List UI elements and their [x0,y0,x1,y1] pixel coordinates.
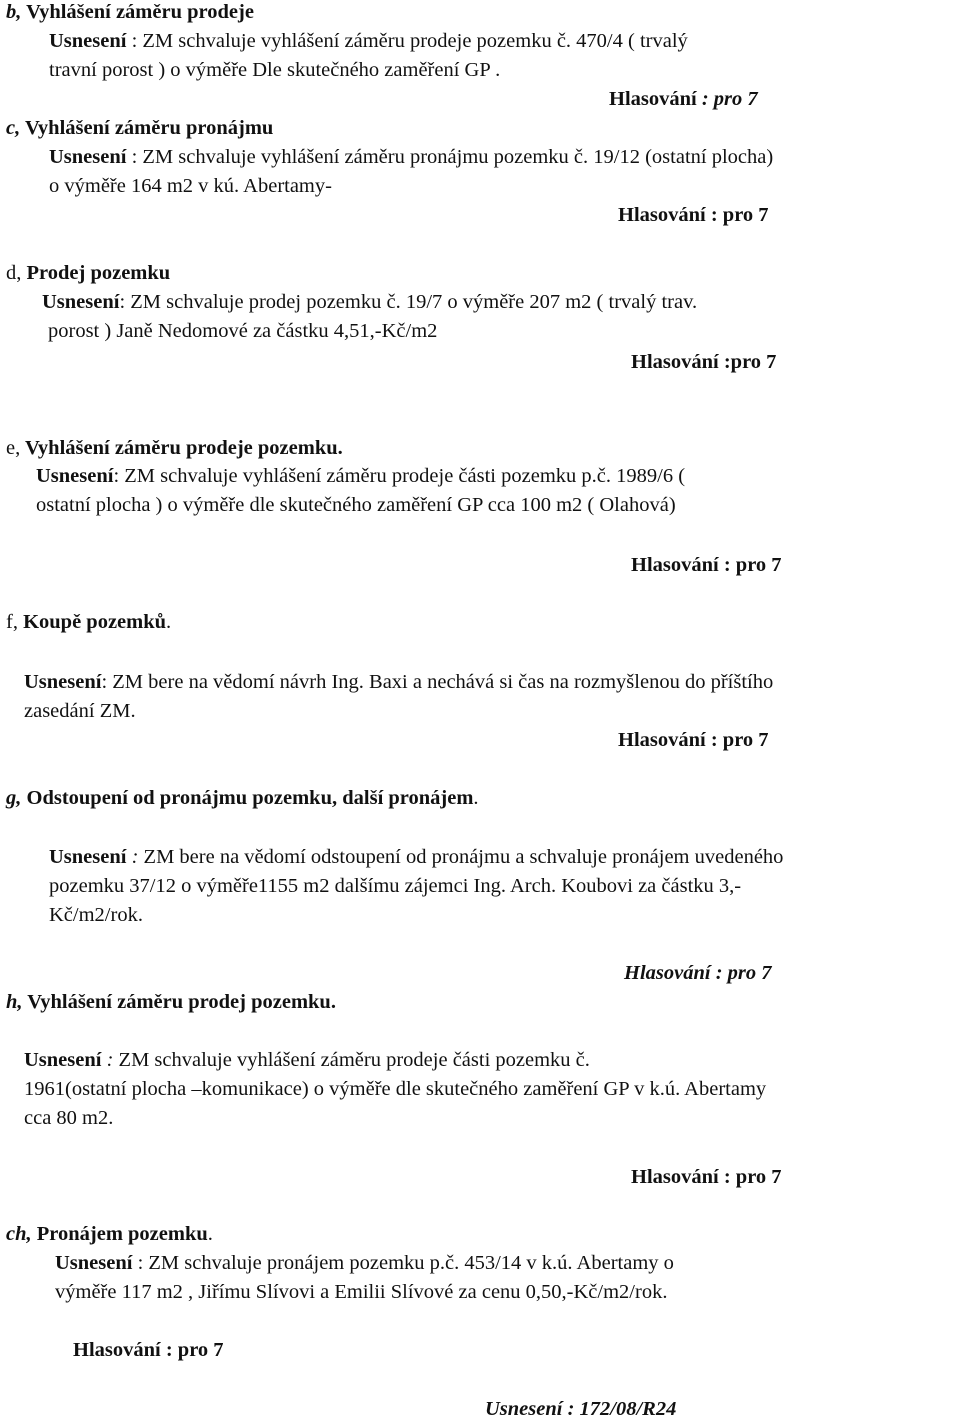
vote-label: Hlasování [609,88,697,110]
section-g-resolution-line-2: pozemku 37/12 o výměře1155 m2 dalšímu zájemci Ing. Arch. Koubovi za částku 3,- [49,875,742,897]
section-f-resolution-line-1 [24,670,773,694]
section-ch-resolution-line-2: výměře 117 m2 , Jiřímu Slívovi a Emilii Slívové za cenu 0,50,-Kč/m2/rok. [55,1281,668,1303]
section-f-title-dot: . [166,611,172,633]
section-f-resolution-line-2: zasedání ZM. [24,700,136,722]
section-d-title: Prodej pozemku [26,262,171,284]
section-d-heading [6,261,170,285]
section-e-resolution-line-2: ostatní plocha ) o výměře dle skutečného zaměření GP cca 100 m2 ( Olahová) [36,494,676,516]
resolution-label: Usnesení [24,671,102,693]
vote-result: : pro 7 [696,88,758,110]
section-h-resolution-line-1 [24,1048,590,1072]
resolution-label: Usnesení [49,846,127,868]
resolution-text: : ZM schvaluje prodej pozemku č. 19/7 o výměře 207 m2 ( trvalý trav. [119,291,698,313]
resolution-text: ZM schvaluje vyhlášení záměru prodeje části pozemku č. [113,1049,590,1071]
section-b-resolution-line-1 [49,29,688,53]
section-g-resolution-line-1 [49,845,783,869]
section-g-title-dot: . [473,787,479,809]
section-ch-vote: Hlasování : pro 7 [73,1339,224,1361]
section-c-letter: c, [6,117,21,139]
section-d-resolution-line-1 [42,290,697,314]
section-g-vote: Hlasování : pro 7 [624,962,772,984]
section-b-vote [609,87,758,111]
resolution-label: Usnesení [24,1049,102,1071]
section-d-resolution-line-2: porost ) Janě Nedomové za částku 4,51,-Kč/m2 [48,320,438,342]
section-b-letter: b, [6,1,22,23]
resolution-label: Usnesení [36,465,114,487]
section-b-resolution-line-2: travní porost ) o výměře Dle skutečného zaměření GP . [49,59,501,81]
section-h-letter: h, [6,991,23,1013]
resolution-text: : ZM schvaluje vyhlášení záměru prodeje části pozemku p.č. 1989/6 ( [113,465,686,487]
section-e-vote: Hlasování : pro 7 [631,554,782,576]
section-e-letter: e, [6,437,21,459]
section-f-letter: f, [6,611,18,633]
section-g-letter: g, [6,787,22,809]
section-d-vote: Hlasování :pro 7 [631,351,777,373]
section-ch-title-dot: . [207,1223,213,1245]
resolution-text: : ZM bere na vědomí návrh Ing. Baxi a nechává si čas na rozmyšlenou do příštího [101,671,774,693]
resolution-reference: Usnesení : 172/08/R24 [485,1398,677,1420]
resolution-label: Usnesení [49,146,127,168]
resolution-text: : ZM schvaluje vyhlášení záměru prodeje pozemku č. 470/4 ( trvalý [126,30,688,52]
resolution-text: : ZM schvaluje vyhlášení záměru pronájmu pozemku č. 19/12 (ostatní plocha) [126,146,774,168]
section-e-heading [6,436,343,460]
section-e-title: Vyhlášení záměru prodeje pozemku. [25,437,343,459]
section-c-heading [6,116,273,140]
section-g-title: Odstoupení od pronájmu pozemku, další pronájem [26,787,474,809]
resolution-text: : ZM schvaluje pronájem pozemku p.č. 453/14 v k.ú. Abertamy o [132,1252,674,1274]
section-f-heading [6,610,171,634]
section-g-resolution-line-3: Kč/m2/rok. [49,904,143,926]
section-e-resolution-line-1 [36,464,685,488]
resolution-label: Usnesení [49,30,127,52]
section-h-vote: Hlasování : pro 7 [631,1166,782,1188]
section-ch-title: Pronájem pozemku [36,1223,208,1245]
section-c-resolution-line-1 [49,145,773,169]
section-d-letter: d, [6,262,22,284]
section-c-title: Vyhlášení záměru pronájmu [25,117,274,139]
section-g-heading [6,786,479,810]
section-f-vote: Hlasování : pro 7 [618,729,769,751]
section-h-resolution-line-2: 1961(ostatní plocha –komunikace) o výměře dle skutečného zaměření GP v k.ú. Abertamy [24,1078,767,1100]
section-h-heading [6,990,336,1014]
resolution-colon: : [101,1049,114,1071]
section-f-title: Koupě pozemků [23,611,167,633]
section-b-heading [6,0,254,24]
resolution-text: ZM bere na vědomí odstoupení od pronájmu a schvaluje pronájem uvedeného [138,846,784,868]
section-ch-heading [6,1222,213,1246]
resolution-label: Usnesení [42,291,120,313]
section-ch-resolution-line-1 [55,1251,674,1275]
section-c-vote: Hlasování : pro 7 [618,204,769,226]
resolution-colon: : [126,846,139,868]
section-h-title: Vyhlášení záměru prodej pozemku. [27,991,336,1013]
section-c-resolution-line-2: o výměře 164 m2 v kú. Abertamy- [49,175,332,197]
section-h-resolution-line-3: cca 80 m2. [24,1107,114,1129]
section-ch-letter: ch, [6,1223,32,1245]
section-b-title: Vyhlášení záměru prodeje [26,1,254,23]
resolution-label: Usnesení [55,1252,133,1274]
